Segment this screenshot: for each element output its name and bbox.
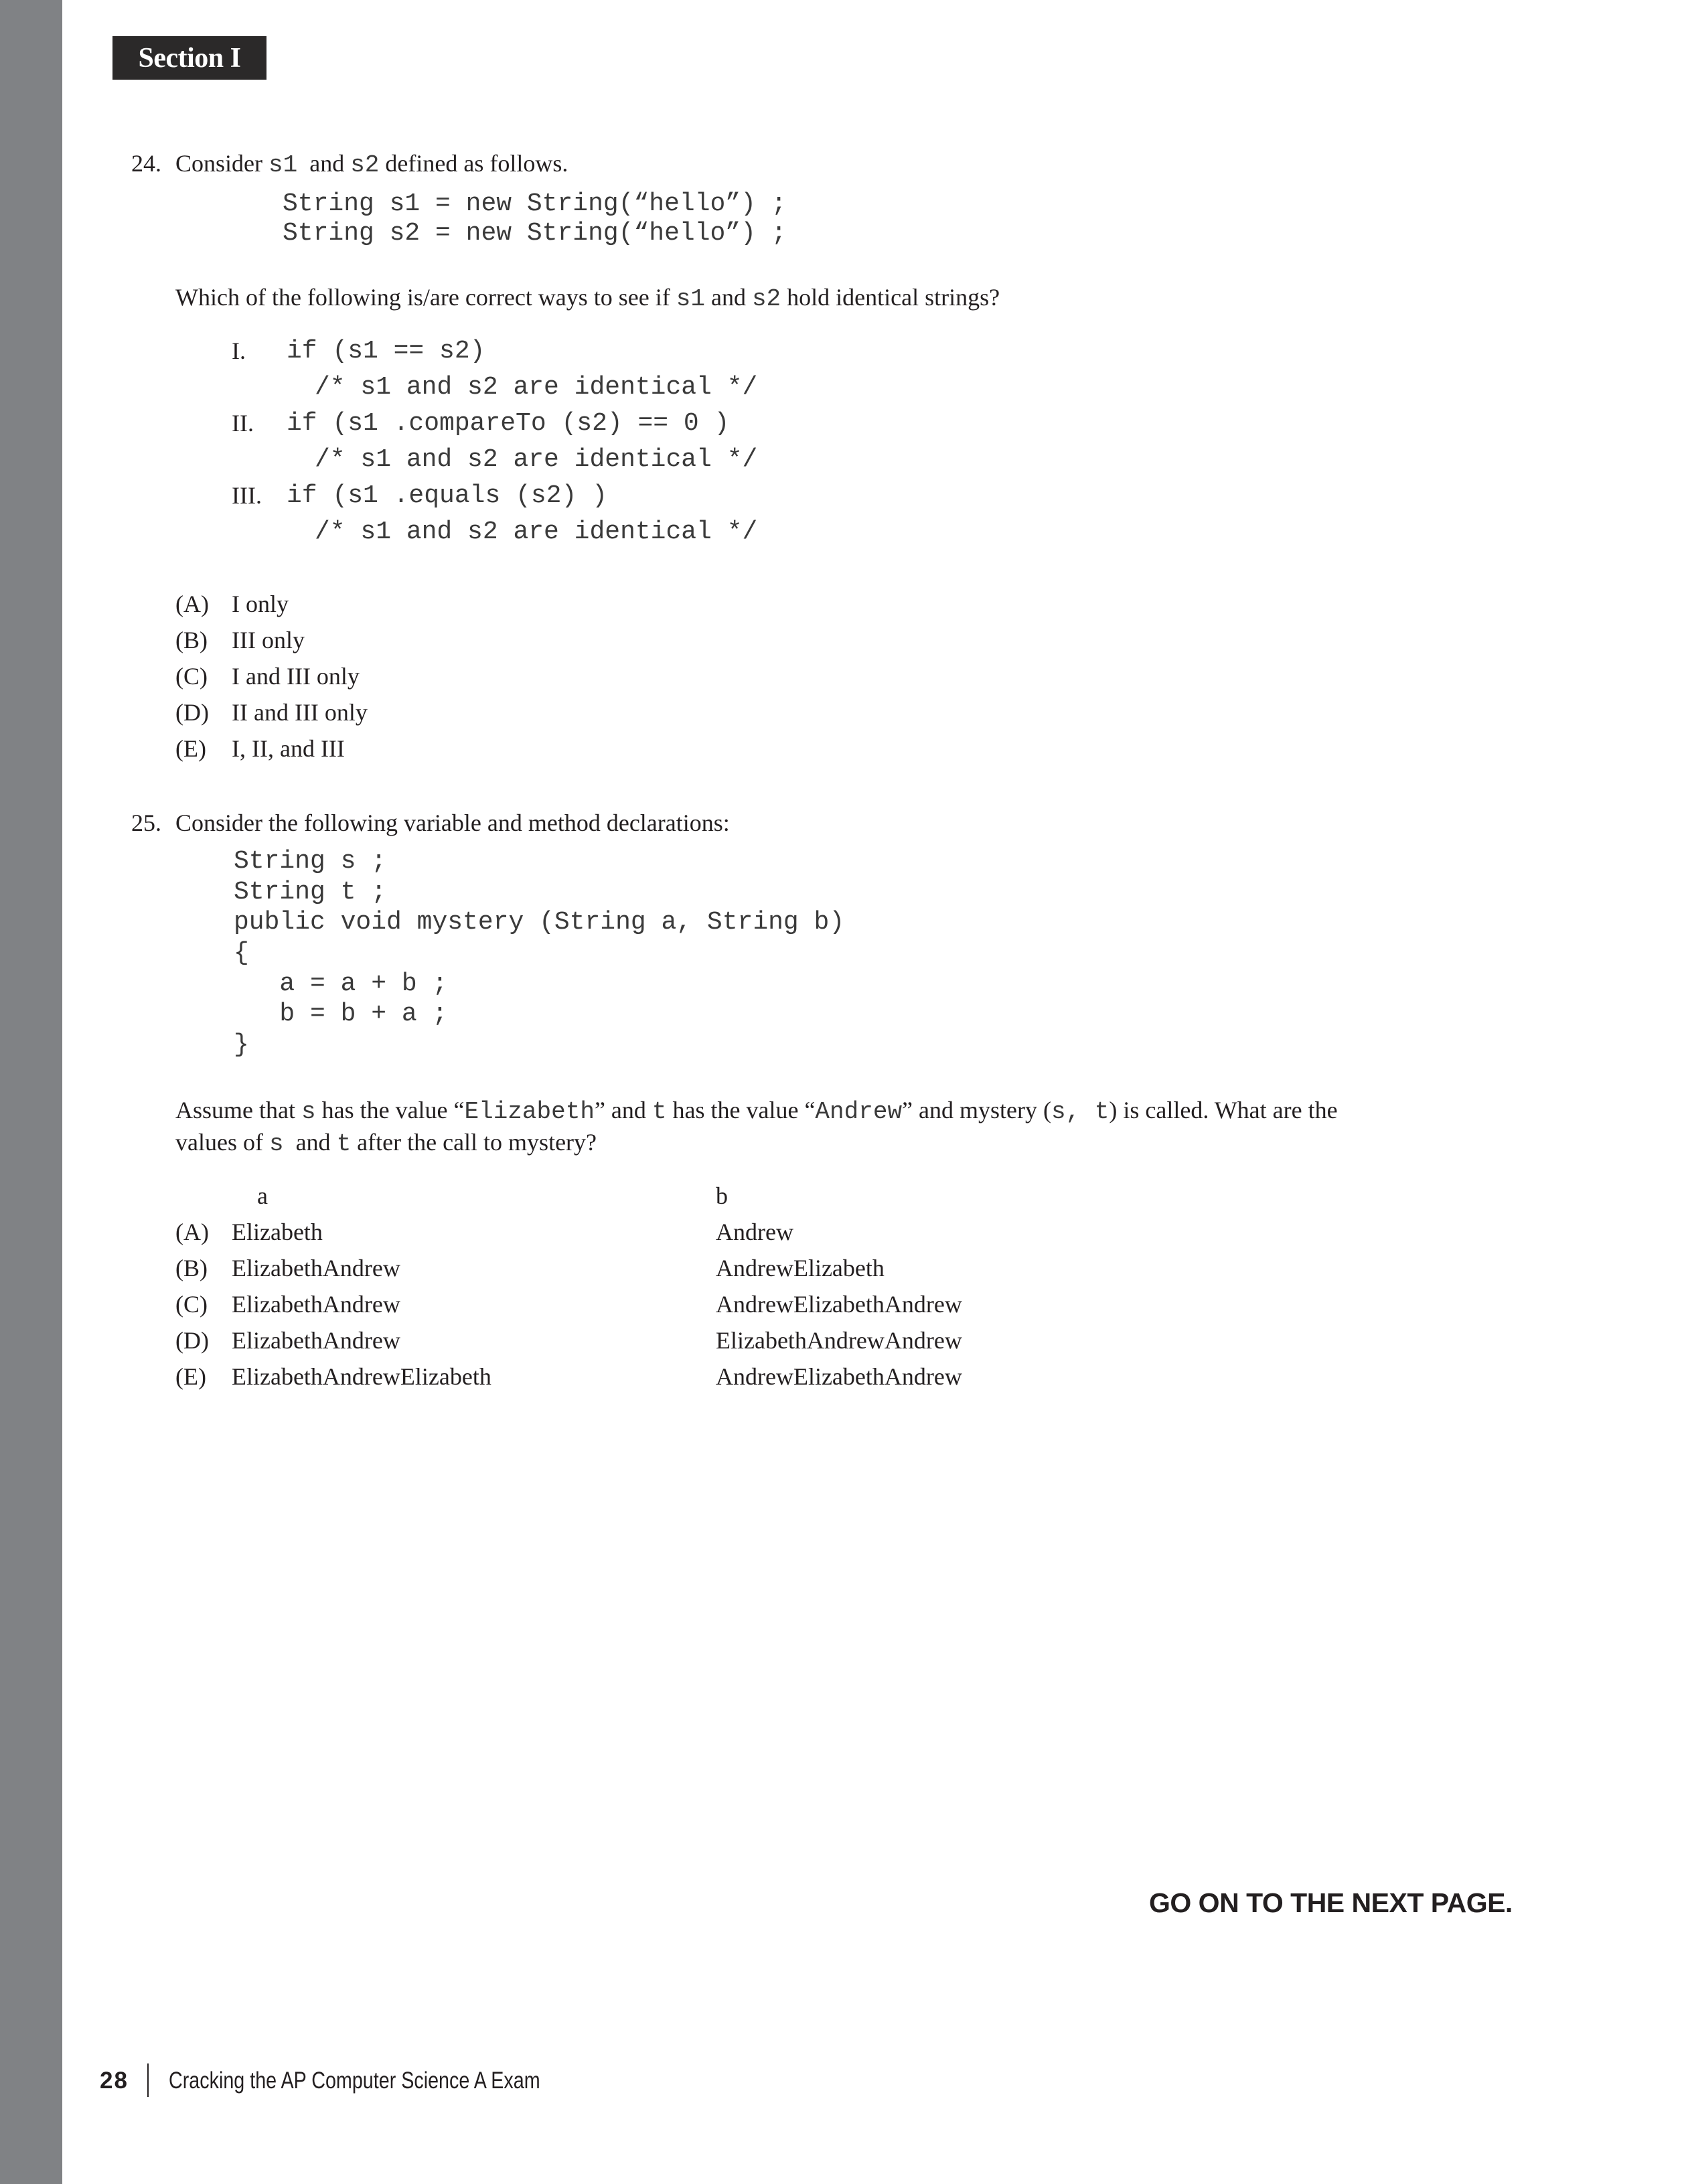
choice-value-a: ElizabethAndrew — [232, 1327, 400, 1354]
footer-divider — [147, 2063, 149, 2097]
question-number: 24. — [131, 150, 161, 177]
question-number: 25. — [131, 809, 161, 836]
question-prompt-line — [175, 1098, 1338, 1124]
intro-text: defined as follows. — [379, 150, 568, 177]
question-intro — [175, 151, 568, 177]
prompt-text: has the value “ — [315, 1097, 465, 1123]
code-line: } — [234, 1030, 249, 1059]
choice-letter: (B) — [175, 627, 208, 653]
page-number: 28 — [100, 2068, 129, 2094]
inline-code: s1 — [269, 151, 298, 179]
choice-letter: (C) — [175, 1291, 208, 1318]
choice-text: I and III only — [232, 663, 360, 690]
prompt-text: ” and — [594, 1097, 652, 1123]
inline-code: s1 — [676, 285, 705, 313]
statement-comment: /* s1 and s2 are identical */ — [315, 445, 758, 474]
code-line: a = a + b ; — [234, 969, 448, 998]
section-label: Section I — [138, 42, 241, 74]
choice-text: I only — [232, 591, 289, 617]
code-line: public void mystery (String a, String b) — [234, 908, 845, 937]
inline-code: s2 — [350, 151, 380, 179]
question-prompt — [175, 285, 1000, 311]
question-intro: Consider the following variable and method declarations: — [175, 809, 730, 836]
code-line: String s1 = new String(“hello”) ; — [283, 189, 787, 218]
inline-code: t — [652, 1098, 667, 1125]
inline-code: Elizabeth — [464, 1098, 595, 1125]
choice-letter: (E) — [175, 735, 206, 762]
prompt-text: Which of the following is/are correct ways to see if — [175, 284, 676, 311]
go-to-next-page-notice: GO ON TO THE NEXT PAGE. — [1149, 1887, 1513, 1918]
statement-numeral: I. — [232, 337, 246, 364]
code-line: String s ; — [234, 847, 387, 876]
prompt-text: after the call to mystery? — [351, 1129, 597, 1156]
prompt-text: and — [704, 284, 752, 311]
prompt-text: ) is called. What are the — [1109, 1097, 1338, 1123]
prompt-text: hold identical strings? — [781, 284, 1000, 311]
code-line: b = b + a ; — [234, 1000, 448, 1028]
choice-value-b: AndrewElizabeth — [716, 1255, 885, 1281]
section-badge — [112, 36, 266, 80]
choice-value-b: Andrew — [716, 1219, 793, 1245]
choice-letter: (E) — [175, 1363, 206, 1390]
choice-value-b: AndrewElizabethAndrew — [716, 1363, 962, 1390]
statement-numeral: III. — [232, 482, 262, 509]
statement-comment: /* s1 and s2 are identical */ — [315, 373, 758, 402]
statement-numeral: II. — [232, 410, 254, 437]
statement-code: if (s1 == s2) — [287, 337, 485, 366]
choice-value-a: ElizabethAndrew — [232, 1255, 400, 1281]
intro-text: Consider — [175, 150, 269, 177]
statement-code: if (s1 .compareTo (s2) == 0 ) — [287, 409, 730, 438]
choice-value-a: ElizabethAndrew — [232, 1291, 400, 1318]
choice-value-b: AndrewElizabethAndrew — [716, 1291, 962, 1318]
statement-comment: /* s1 and s2 are identical */ — [315, 518, 758, 546]
inline-code: s2 — [751, 285, 781, 313]
inline-code: s — [301, 1098, 316, 1125]
choice-value-a: Elizabeth — [232, 1219, 323, 1245]
prompt-text: Assume that — [175, 1097, 301, 1123]
choice-letter: (D) — [175, 699, 209, 726]
page-margin-bar — [0, 0, 62, 2184]
prompt-text: values of — [175, 1129, 269, 1156]
column-header-a: a — [257, 1182, 268, 1209]
prompt-text: has the value “ — [666, 1097, 816, 1123]
column-header-b: b — [716, 1182, 728, 1209]
choice-text: I, II, and III — [232, 735, 345, 762]
choice-value-a: ElizabethAndrewElizabeth — [232, 1363, 491, 1390]
prompt-text: and — [283, 1129, 337, 1156]
choice-text: II and III only — [232, 699, 368, 726]
inline-code: s, t — [1051, 1098, 1110, 1125]
inline-code: s — [269, 1130, 284, 1158]
prompt-text: ” and mystery ( — [902, 1097, 1051, 1123]
question-prompt-line — [175, 1130, 597, 1156]
choice-letter: (B) — [175, 1255, 208, 1281]
inline-code: t — [336, 1130, 352, 1158]
choice-letter: (A) — [175, 591, 209, 617]
choice-text: III only — [232, 627, 305, 653]
choice-letter: (C) — [175, 663, 208, 690]
book-title: Cracking the AP Computer Science A Exam — [169, 2068, 540, 2094]
code-line: { — [234, 939, 249, 967]
statement-code: if (s1 .equals (s2) ) — [287, 481, 607, 510]
choice-letter: (D) — [175, 1327, 209, 1354]
choice-letter: (A) — [175, 1219, 209, 1245]
code-line: String s2 = new String(“hello”) ; — [283, 219, 787, 248]
code-line: String t ; — [234, 878, 387, 907]
intro-text: and — [297, 150, 351, 177]
inline-code: Andrew — [815, 1098, 903, 1125]
choice-value-b: ElizabethAndrewAndrew — [716, 1327, 962, 1354]
